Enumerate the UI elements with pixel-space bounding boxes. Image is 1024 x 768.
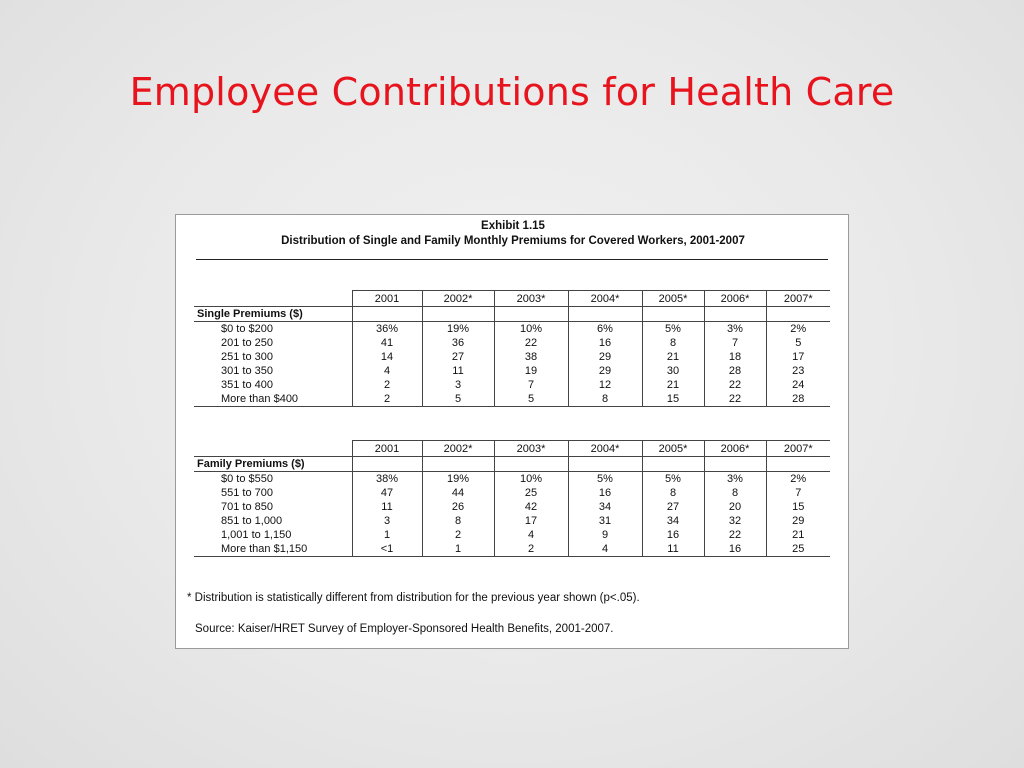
section-heading: Family Premiums ($) [194,457,352,472]
value-cell: 11 [352,500,422,514]
value-cell: 31 [568,514,642,528]
row-label: $0 to $200 [221,323,273,335]
value-cell: 8 [642,336,704,350]
empty-cell [494,307,568,322]
value-cell: 17 [494,514,568,528]
year-header: 2002* [422,441,494,457]
value-cell: 15 [642,392,704,407]
empty-cell [352,457,422,472]
table-row [194,542,830,557]
value-cell: 44 [422,486,494,500]
value-cell: 29 [568,364,642,378]
value-cell: 6% [568,322,642,337]
empty-cell [642,307,704,322]
exhibit-subtitle: Distribution of Single and Family Monthly Premiums for Covered Workers, 2001-2007 [281,235,745,247]
section-heading-row [194,307,830,322]
family-premiums-table [194,440,830,557]
value-cell: 10% [494,322,568,337]
value-cell: 11 [642,542,704,557]
year-header: 2005* [642,441,704,457]
value-cell: 5 [494,392,568,407]
table-row [194,500,830,514]
table-row [194,322,830,337]
value-cell: 41 [352,336,422,350]
value-cell: 19% [422,472,494,487]
year-header: 2001 [352,291,422,307]
table-row [194,364,830,378]
table-row [194,514,830,528]
section-heading-row [194,457,830,472]
value-cell: 18 [704,350,766,364]
year-header: 2007* [766,441,830,457]
year-header-row [194,441,830,457]
value-cell: 25 [766,542,830,557]
value-cell: 28 [704,364,766,378]
year-header: 2004* [568,291,642,307]
empty-cell [422,457,494,472]
value-cell: 21 [642,350,704,364]
exhibit-number: Exhibit 1.15 [481,220,545,232]
value-cell: 2 [352,392,422,407]
value-cell: 5% [568,472,642,487]
empty-cell [704,457,766,472]
value-cell: 28 [766,392,830,407]
year-header: 2003* [494,291,568,307]
value-cell: 19% [422,322,494,337]
value-cell: 22 [704,392,766,407]
empty-cell [422,307,494,322]
value-cell: 29 [568,350,642,364]
value-cell: 3 [422,378,494,392]
empty-cell [642,457,704,472]
value-cell: 5% [642,322,704,337]
value-cell: 15 [766,500,830,514]
value-cell: 29 [766,514,830,528]
value-cell: 38% [352,472,422,487]
slide-title: Employee Contributions for Health Care [129,70,895,114]
value-cell: 27 [642,500,704,514]
section-heading: Single Premiums ($) [194,307,352,322]
value-cell: 22 [494,336,568,350]
value-cell: 22 [704,378,766,392]
value-cell: 47 [352,486,422,500]
value-cell: 20 [704,500,766,514]
value-cell: 4 [494,528,568,542]
table-row [194,528,830,542]
year-header: 2003* [494,441,568,457]
value-cell: 12 [568,378,642,392]
value-cell: 27 [422,350,494,364]
row-label: More than $400 [194,392,352,407]
table-row [194,472,830,487]
value-cell: 5% [642,472,704,487]
value-cell: 16 [704,542,766,557]
value-cell: 2% [766,472,830,487]
row-label: 551 to 700 [221,487,273,499]
value-cell: 7 [766,486,830,500]
value-cell: 19 [494,364,568,378]
value-cell: 21 [766,528,830,542]
value-cell: 2% [766,322,830,337]
value-cell: 2 [494,542,568,557]
row-label: 701 to 850 [221,501,273,513]
value-cell: 4 [568,542,642,557]
value-cell: 7 [704,336,766,350]
value-cell: 16 [568,336,642,350]
single-premiums-table [194,290,830,407]
row-label: 351 to 400 [221,379,273,391]
source-note: Source: Kaiser/HRET Survey of Employer-Sponsored Health Benefits, 2001-2007. [195,623,614,635]
header-blank-cell [194,291,352,307]
value-cell: 14 [352,350,422,364]
year-header: 2006* [704,441,766,457]
empty-cell [704,307,766,322]
empty-cell [352,307,422,322]
row-label: More than $1,150 [194,542,352,557]
table-row [194,392,830,407]
row-label: 251 to 300 [221,351,273,363]
table-row [194,336,830,350]
year-header: 2001 [352,441,422,457]
value-cell: 16 [642,528,704,542]
year-header: 2002* [422,291,494,307]
value-cell: 3 [352,514,422,528]
row-label: 201 to 250 [221,337,273,349]
table-row [194,486,830,500]
value-cell: 8 [568,392,642,407]
value-cell: 32 [704,514,766,528]
row-label: 851 to 1,000 [221,515,283,527]
value-cell: 3% [704,472,766,487]
footnote: * Distribution is statistically different from distribution for the previous year shown (p<.05). [187,592,640,604]
year-header: 2004* [568,441,642,457]
table-row [194,378,830,392]
value-cell: 30 [642,364,704,378]
value-cell: 34 [568,500,642,514]
value-cell: 34 [642,514,704,528]
value-cell: 24 [766,378,830,392]
value-cell: 11 [422,364,494,378]
value-cell: 38 [494,350,568,364]
value-cell: 26 [422,500,494,514]
header-rule [196,259,828,260]
value-cell: 42 [494,500,568,514]
row-label: $0 to $550 [221,473,273,485]
value-cell: 5 [766,336,830,350]
empty-cell [766,457,830,472]
value-cell: 3% [704,322,766,337]
value-cell: 8 [704,486,766,500]
value-cell: 2 [422,528,494,542]
value-cell: 1 [422,542,494,557]
empty-cell [568,307,642,322]
exhibit-panel [175,214,849,649]
value-cell: 8 [642,486,704,500]
year-header: 2006* [704,291,766,307]
value-cell: 22 [704,528,766,542]
value-cell: <1 [352,542,422,557]
row-label: 1,001 to 1,150 [221,529,292,541]
value-cell: 21 [642,378,704,392]
year-header: 2007* [766,291,830,307]
value-cell: 36% [352,322,422,337]
table-row [194,350,830,364]
value-cell: 16 [568,486,642,500]
value-cell: 1 [352,528,422,542]
value-cell: 17 [766,350,830,364]
value-cell: 10% [494,472,568,487]
value-cell: 36 [422,336,494,350]
value-cell: 4 [352,364,422,378]
value-cell: 9 [568,528,642,542]
value-cell: 7 [494,378,568,392]
value-cell: 23 [766,364,830,378]
value-cell: 25 [494,486,568,500]
year-header-row [194,291,830,307]
value-cell: 2 [352,378,422,392]
year-header: 2005* [642,291,704,307]
value-cell: 8 [422,514,494,528]
empty-cell [568,457,642,472]
header-blank-cell [194,441,352,457]
empty-cell [766,307,830,322]
empty-cell [494,457,568,472]
row-label: 301 to 350 [221,365,273,377]
value-cell: 5 [422,392,494,407]
